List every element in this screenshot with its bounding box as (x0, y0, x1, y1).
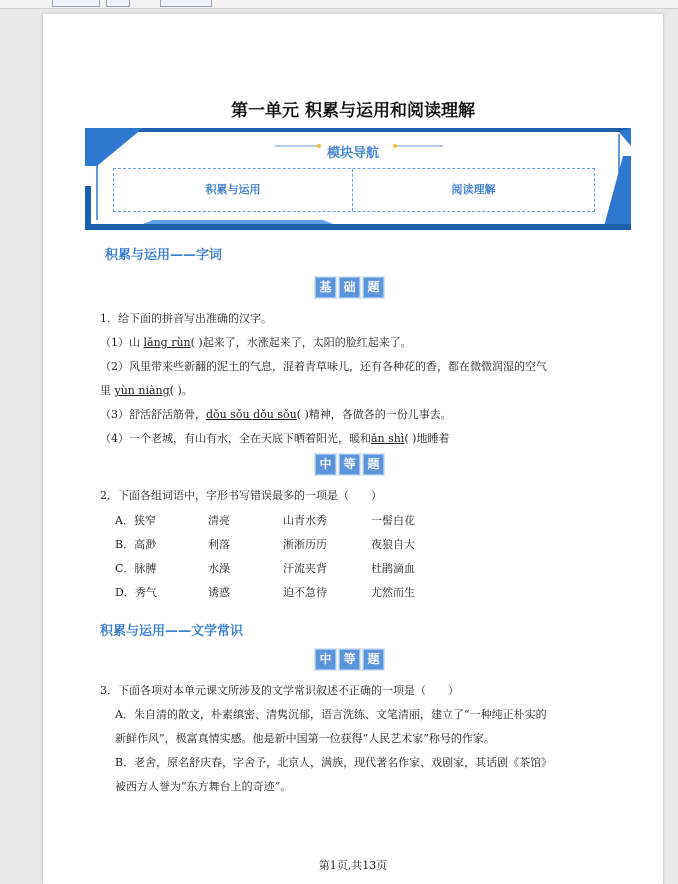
option-label: C．脉膊 (115, 562, 157, 575)
option-label: B．高渺 (115, 538, 157, 551)
badge-char: 础 (339, 277, 360, 298)
q1-item-2a: （2）风里带来些新翻的泥土的气息，混着青草味儿，还有各种花的香，都在微微润湿的空气 (100, 360, 547, 373)
option-word: 一髻白花 (371, 514, 415, 527)
nav-title: 模块导航 (326, 146, 379, 161)
nav-item-accumulation[interactable]: 积累与运用 (205, 183, 261, 196)
pinyin: yùn niàng (114, 384, 170, 397)
option-word: 清亮 (208, 514, 230, 527)
text: ( )起来了，水涨起来了，太阳的脸红起来了。 (190, 336, 412, 349)
q3-option-b-line2: 被西方人誉为“东方舞台上的奇迹”。 (115, 780, 292, 793)
q1-stem: 1．给下面的拼音写出准确的汉字。 (100, 312, 272, 325)
badge-char: 题 (363, 454, 384, 475)
badge-char: 题 (363, 277, 384, 298)
badge-basic (315, 277, 384, 299)
option-word: 杜鹃滴血 (371, 562, 415, 575)
text: （4）一个老城，有山有水，全在天底下晒着阳光，暖和 (100, 432, 371, 445)
pinyin: ǎn shì (371, 432, 405, 445)
section-heading-words: 积累与运用——字词 (105, 248, 223, 263)
badge-char: 等 (339, 454, 360, 475)
text: 里 (100, 384, 115, 397)
q1-item-1 (100, 334, 412, 350)
option-word: 汗流夹背 (283, 562, 327, 575)
badge-char: 等 (339, 649, 360, 670)
nav-item-reading[interactable]: 阅读理解 (451, 183, 496, 196)
text: （3）舒活舒活筋骨， (100, 408, 206, 421)
toolbar-button[interactable] (106, 0, 130, 7)
badge-char: 中 (315, 649, 336, 670)
badge-char: 题 (363, 649, 384, 670)
q2-stem: 2．下面各组词语中，字形书写错误最多的一项是（ ） (100, 489, 382, 502)
badge-char: 中 (315, 454, 336, 475)
option-word: 迫不急待 (283, 586, 327, 599)
q1-item-4 (100, 430, 449, 446)
option-word: 利落 (208, 538, 230, 551)
q3-option-a-line1: A．朱自清的散文，朴素缜密、清隽沉郁，语言洗练、文笔清丽，建立了“一种纯正朴实的 (115, 708, 547, 721)
text: （1）山 (100, 336, 144, 349)
q3-stem: 3．下面各项对本单元课文所涉及的文学常识叙述不正确的一项是（ ） (100, 684, 459, 697)
option-word: 山青水秀 (283, 514, 327, 527)
option-word: 尤然而生 (371, 586, 415, 599)
text: ( )地睡着 (404, 432, 450, 445)
nav-table (113, 168, 595, 212)
page-number: 第1页,共13页 (318, 859, 388, 872)
badge-medium-2 (315, 649, 384, 671)
pinyin: dǒu sǒu dǒu sǒu (206, 408, 297, 421)
q3-option-a-line2: 新鲜作风”，极富真情实感。他是新中国第一位获得“人民艺术家”称号的作家。 (115, 732, 495, 745)
toolbar-button[interactable] (52, 0, 100, 7)
page-title: 第一单元 积累与运用和阅读理解 (231, 101, 475, 121)
q1-item-2b (100, 382, 193, 398)
option-word: 诱惑 (208, 586, 230, 599)
text: ( )。 (169, 384, 193, 397)
document-page (43, 14, 663, 884)
section-heading-literature: 积累与运用——文学常识 (100, 624, 244, 639)
pinyin: lǎng rùn (143, 336, 191, 349)
q3-option-b-line1: B．老舍，原名舒庆春，字舍予，北京人，满族，现代著名作家、戏剧家，其话剧《茶馆》 (115, 756, 553, 769)
text: ( )精神，各做各的一份儿事去。 (296, 408, 452, 421)
option-label: A．狭窄 (115, 514, 156, 527)
badge-medium (315, 454, 384, 476)
q1-item-3 (100, 406, 452, 422)
toolbar-button[interactable] (160, 0, 212, 7)
option-word: 水澡 (208, 562, 230, 575)
viewer-toolbar (0, 0, 678, 9)
option-word: 淅淅历历 (283, 538, 327, 551)
option-word: 夜狼自大 (371, 538, 415, 551)
badge-char: 基 (315, 277, 336, 298)
option-label: D．秀气 (115, 586, 157, 599)
